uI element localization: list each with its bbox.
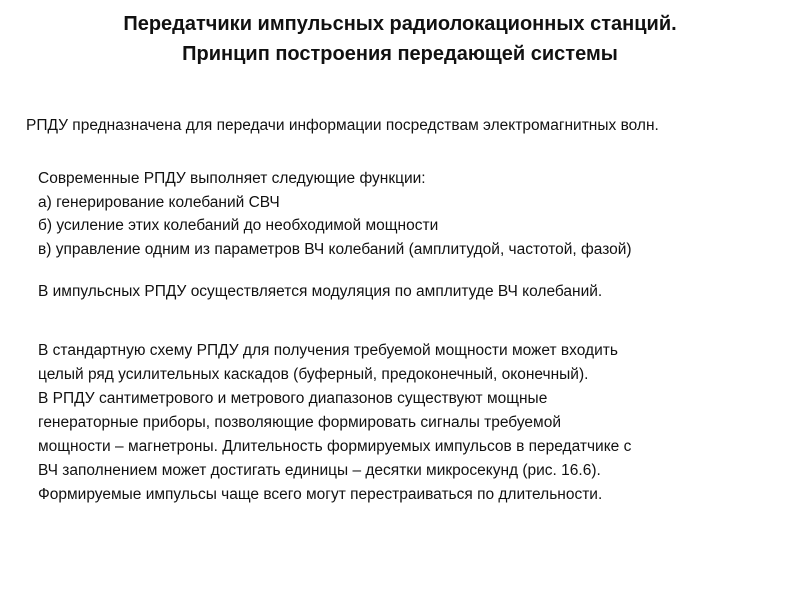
paragraph-line: целый ряд усилительных каскадов (буферный, предоконечный, оконечный). xyxy=(38,366,589,383)
paragraph-line: генераторные приборы, позволяющие формировать сигналы требуемой xyxy=(38,414,561,431)
function-item-a: а) генерирование колебаний СВЧ xyxy=(38,193,280,211)
intro-text: РПДУ предназначена для передачи информации посредствам электромагнитных волн. xyxy=(26,117,659,134)
function-item-b: б) усиление этих колебаний до необходимой мощности xyxy=(38,217,439,234)
paragraph-line: В РПДУ сантиметрового и метрового диапазонов существуют мощные xyxy=(38,390,548,407)
functions-heading: Современные РПДУ выполняет следующие функции: xyxy=(38,170,426,187)
paragraph-line: мощности – магнетроны. Длительность формируемых импульсов в передатчике с xyxy=(38,438,632,455)
function-item-c: в) управление одним из параметров ВЧ колебаний (амплитудой, частотой, фазой) xyxy=(38,240,632,258)
description-paragraph xyxy=(38,339,778,507)
paragraph-line: В стандартную схему РПДУ для получения требуемой мощности может входить xyxy=(38,342,618,359)
paragraph-line: ВЧ заполнением может достигать единицы – десятки микросекунд (рис. 16.6). xyxy=(38,462,601,479)
slide-title-line-2: Принцип построения передающей системы xyxy=(182,43,618,65)
paragraph-line: Формируемые импульсы чаще всего могут перестраиваться по длительности. xyxy=(38,486,603,503)
modulation-text: В импульсных РПДУ осуществляется модуляция по амплитуде ВЧ колебаний. xyxy=(38,283,603,300)
slide-title-line-1: Передатчики импульсных радиолокационных станций. xyxy=(123,13,677,35)
functions-list xyxy=(38,167,788,261)
slide-title xyxy=(0,9,800,69)
